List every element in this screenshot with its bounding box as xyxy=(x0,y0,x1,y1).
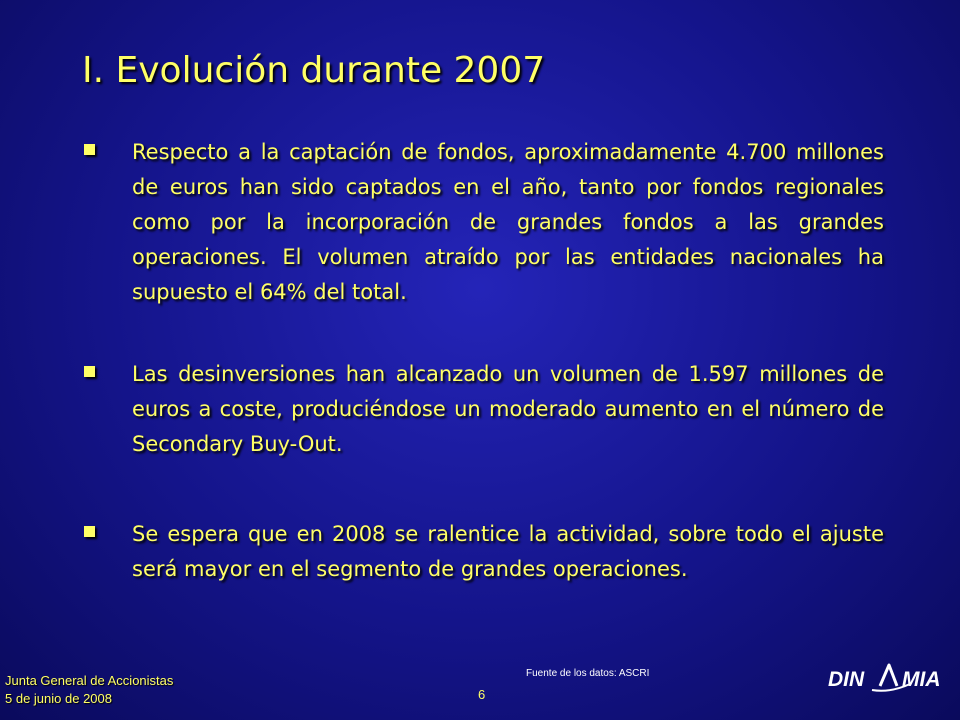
footer-event: Junta General de Accionistas xyxy=(5,673,174,688)
bullet-item xyxy=(80,357,884,462)
bullet-list xyxy=(80,135,884,587)
bullet-text: Respecto a la captación de fondos, aproximadamente 4.700 millones de euros han sido captados en el año, tanto por fondos regionales como por la incorporación de grandes fondos a las grandes operaciones. El volumen atraído por las entidades nacionales ha supuesto el 64% del total. xyxy=(132,140,884,304)
bullet-text: Las desinversiones han alcanzado un volumen de 1.597 millones de euros a coste, produciéndose un moderado aumento en el número de Secondary Buy-Out. xyxy=(132,362,884,456)
bullet-text: Se espera que en 2008 se ralentice la actividad, sobre todo el ajuste será mayor en el segmento de grandes operaciones. xyxy=(132,522,884,581)
footer-date: 5 de junio de 2008 xyxy=(5,691,112,706)
square-bullet-icon xyxy=(84,526,95,537)
slide-title: I. Evolución durante 2007 xyxy=(82,50,546,91)
bullet-item xyxy=(80,517,884,587)
footer-event-info xyxy=(5,672,173,708)
square-bullet-icon xyxy=(84,144,95,155)
data-source-note: Fuente de los datos: ASCRI xyxy=(526,668,650,679)
page-number: 6 xyxy=(478,687,486,702)
dinamia-logo xyxy=(826,662,954,694)
bullet-item xyxy=(80,135,884,310)
square-bullet-icon xyxy=(84,366,95,377)
svg-text:MIA: MIA xyxy=(902,668,941,691)
svg-text:DIN: DIN xyxy=(828,668,865,691)
